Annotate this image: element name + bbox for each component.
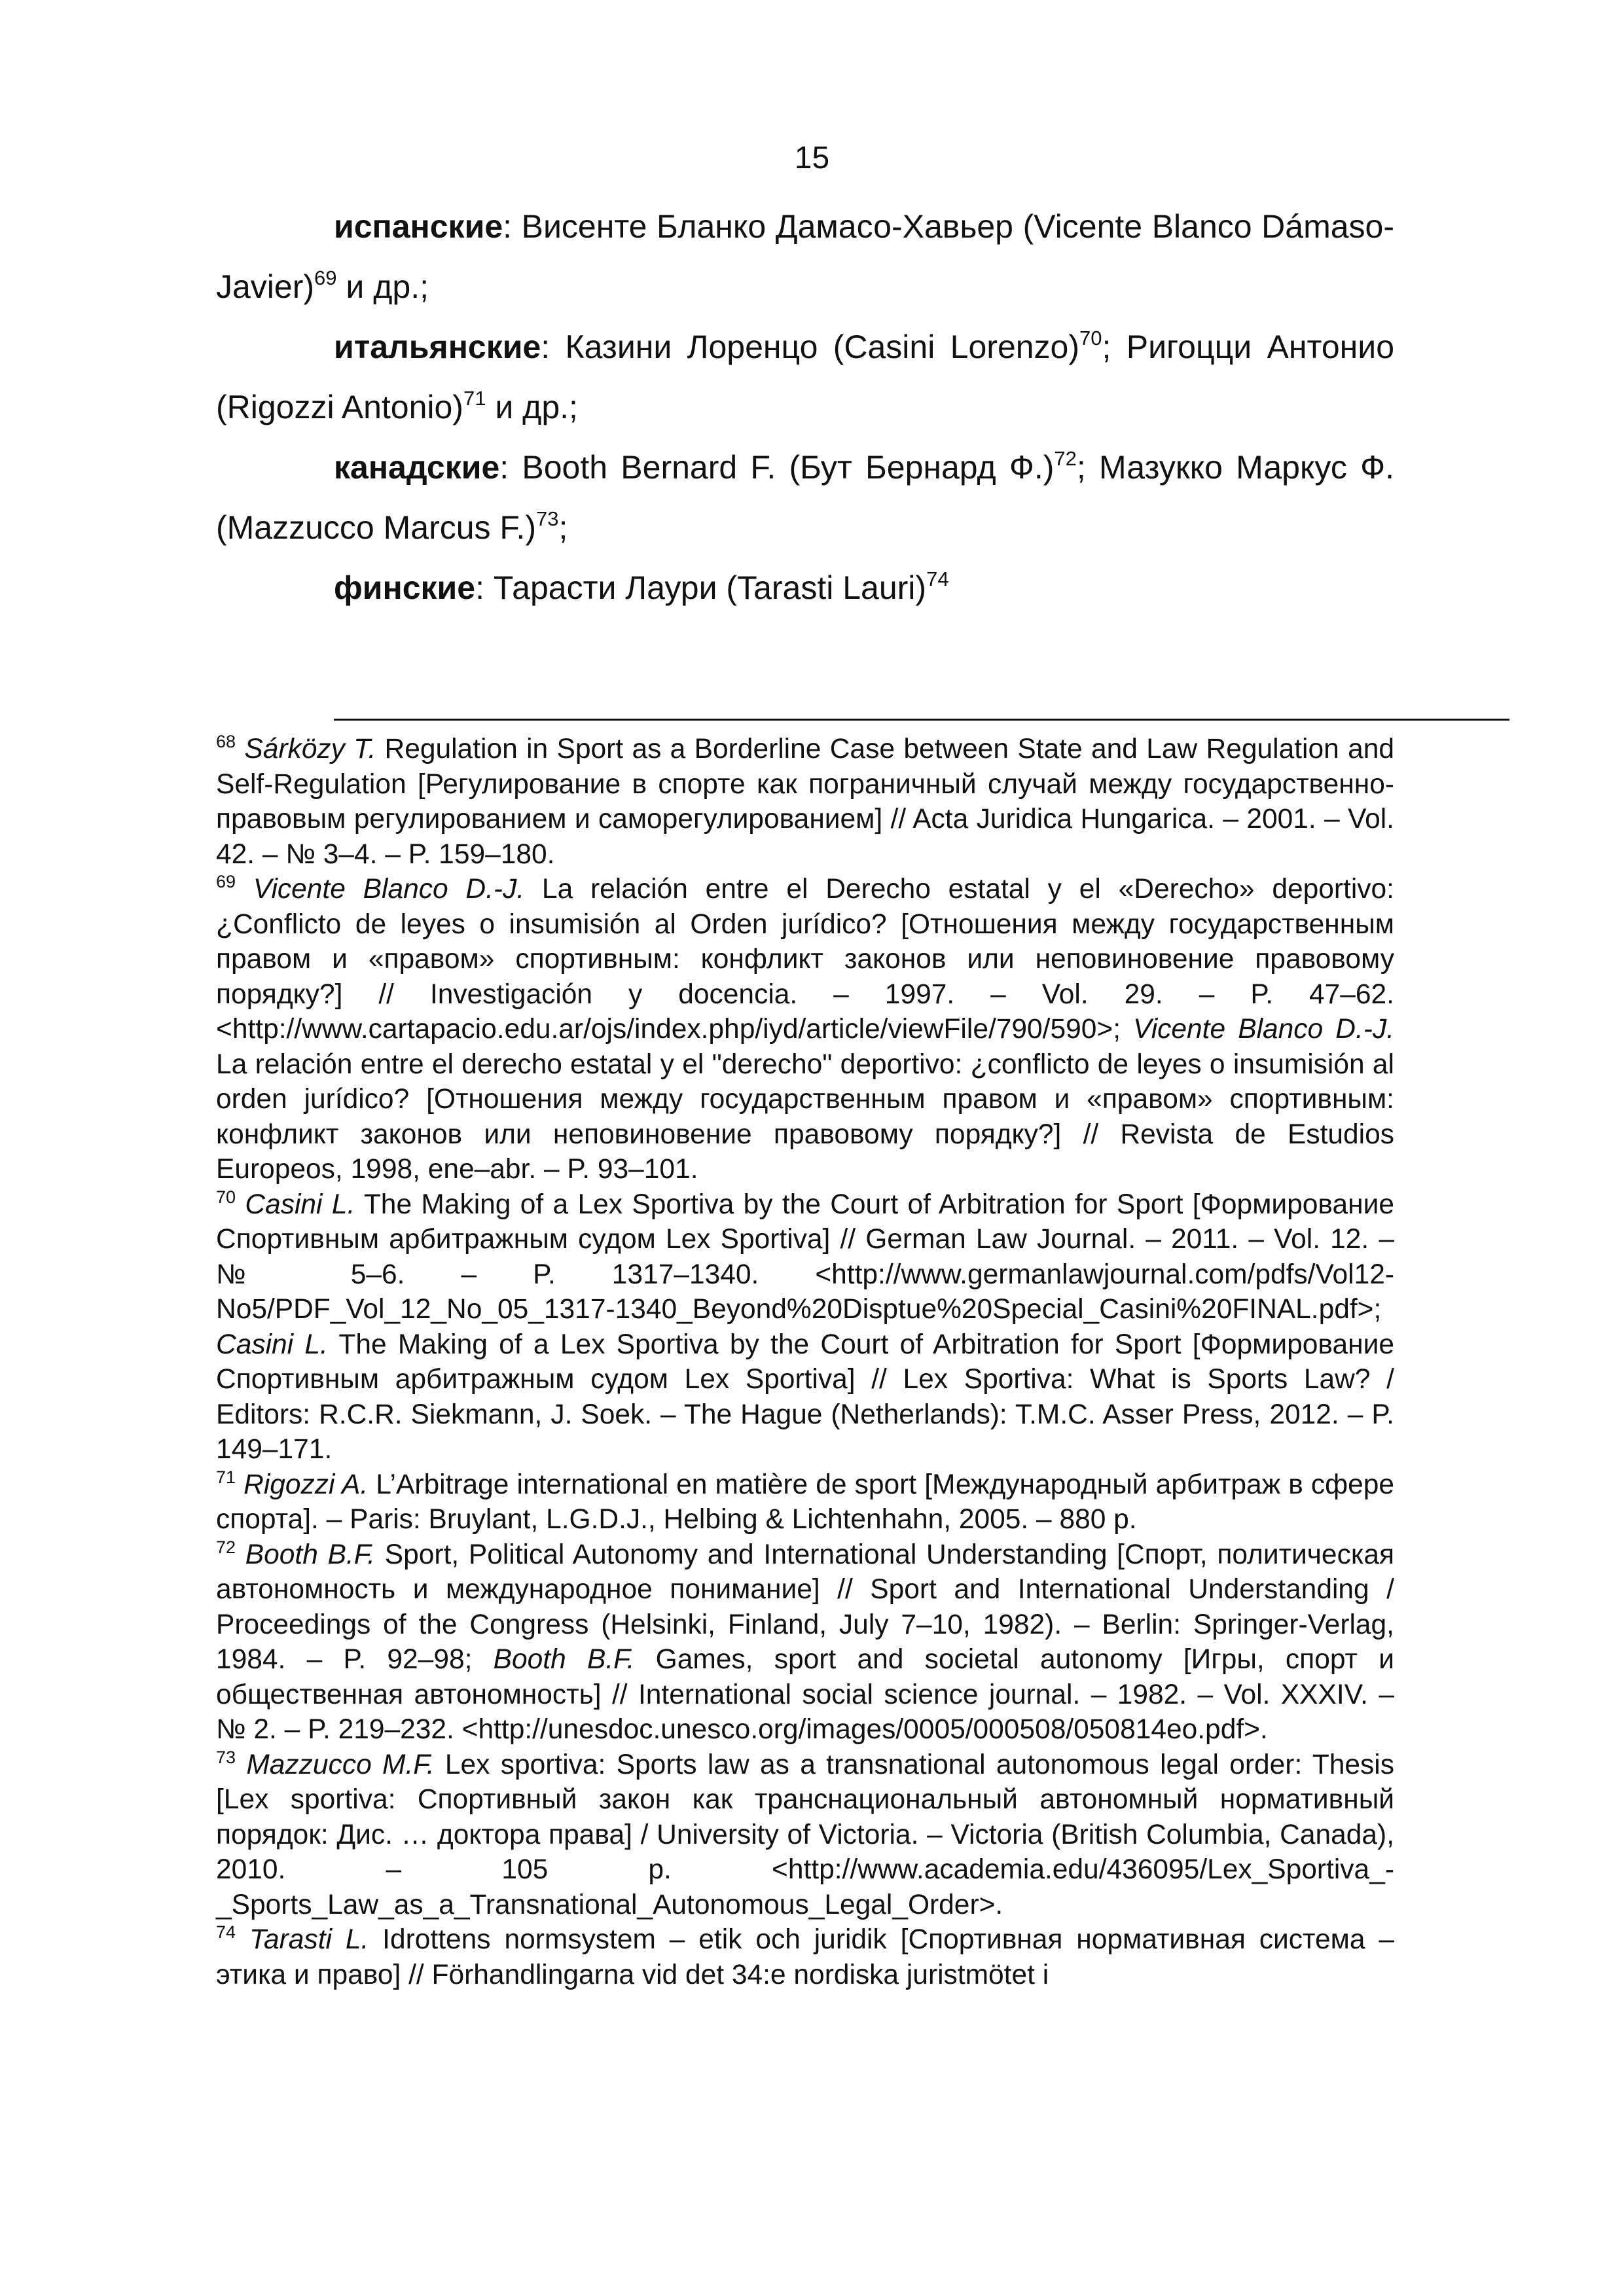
paragraph-spanish: [216, 196, 1394, 317]
footnote-ref[interactable]: 70: [1079, 327, 1102, 350]
paragraph-text: : Тарасти Лаури (Tarasti Lauri): [475, 569, 927, 606]
category-label: испанские: [334, 208, 503, 245]
footnote-ref[interactable]: 72: [1054, 447, 1077, 470]
paragraph-finnish: [216, 558, 1394, 618]
footnote-author: Rigozzi A.: [244, 1469, 369, 1500]
footnote-text: Games, sport and societal autonomy [Игры, спорт и общественная автономность] // International social science journal. – 1982. – Vol. XXXIV. – № 2. – P. 219–232. <http://unesdoc.unesco.org/images/0005/000508/050814eo.pdf>.: [216, 1644, 1394, 1745]
footnote-text: L’Arbitrage international en matière de sport [Международный арбитраж в сфере спорта]. – Paris: Bruylant, L.G.D.J., Helbing & Lichtenhahn, 2005. – 880 p.: [216, 1469, 1394, 1535]
paragraph-text: ; Ригоцци Антонио (Rigozzi Antonio): [216, 329, 1394, 425]
footnote-number: 71: [216, 1467, 236, 1487]
footnote-ref[interactable]: 71: [463, 387, 486, 410]
paragraph-text: : Казини Лоренцо (Casini Lorenzo): [541, 329, 1080, 365]
paragraph-text: : Booth Bernard F. (Бут Бернард Ф.): [499, 449, 1055, 486]
footnote-author: Vicente Blanco D.-J.: [1133, 1014, 1395, 1045]
footnote-text: The Making of a Lex Sportiva by the Court of Arbitration for Sport [Формирование Спортивным арбитражным судом Lex Sportiva] // German Law Journal. – 2011. – Vol. 12. – № 5–6. – P. 1317–1340. <http://www.germanlawjournal.com/pdfs/Vol12-No5/PDF_Vol_12_No_05_1317-1340_Beyond%20Disptue%20Special_Casini%20FINAL.pdf>;: [216, 1189, 1395, 1325]
footnote-number: 68: [216, 732, 236, 751]
footnote-author: Sárközy T.: [244, 734, 376, 764]
footnote-number: 70: [216, 1187, 236, 1207]
category-label: финские: [334, 569, 476, 606]
paragraph-italian: [216, 317, 1394, 437]
footnote-ref[interactable]: 73: [535, 507, 559, 530]
footnote-number: 74: [216, 1922, 236, 1942]
footnote-author: Casini L.: [216, 1329, 328, 1360]
footnote-author: Tarasti L.: [249, 1924, 369, 1955]
main-text: [216, 196, 1394, 618]
footnote-number: 73: [216, 1747, 236, 1767]
footnote-author: Booth B.F.: [493, 1644, 635, 1675]
footnote-text: La relación entre el Derecho estatal y el «Derecho» deportivo: ¿Conflicto de leyes o insumisión al Orden jurídico? [Отношения между государственным правом и «правом» спортивным: конфликт законов или неповиновение правовому порядку?] // Investigación y docencia. – 1997. – Vol. 29. – P. 47–62. <http://www.cartapacio.edu.ar/ojs/index.php/iyd/article/viewFile/790/590>;: [216, 874, 1394, 1045]
footnote-text: Sport, Political Autonomy and International Understanding [Спорт, политическая автономность и международное понимание] // Sport and International Understanding / Proceedings of the Congress (Helsinki, Finland, July 7–10, 1982). – Berlin: Springer-Verlag, 1984. – P. 92–98;: [216, 1539, 1394, 1675]
footnote-73: [216, 1748, 1394, 1923]
footnotes: [216, 732, 1394, 1992]
footnote-text: La relación entre el derecho estatal y el "derecho" deportivo: ¿conflicto de leyes o insumisión al orden jurídico? [Отношения между государственным правом и «правом» спортивным: конфликт законов или неповиновение правовому порядку?] // Revista de Estudios Europeos, 1998, ene–abr. – P. 93–101.: [216, 1049, 1394, 1185]
footnote-author: Casini L.: [245, 1189, 355, 1220]
paragraph-text: : Висенте Бланко Дамасо-Хавьер (Vicente Blanco Dámaso-Javier): [216, 208, 1394, 305]
footnote-71: [216, 1467, 1394, 1537]
footnote-author: Vicente Blanco D.-J.: [253, 874, 525, 905]
footnote-68: [216, 732, 1394, 872]
footnote-text: Lex sportiva: Sports law as a transnational autonomous legal order: Thesis [Lex sportiva: Спортивный закон как транснациональный автономный нормативный порядок: Дис. … доктора права] / University of Victoria. – Victoria (British Columbia, Canada), 2010. – 105 p. <http://www.academia.edu/436095/Lex_Sportiva_-_Sports_Law_as_a_Transnational_Autonomous_Legal_Order>.: [216, 1749, 1395, 1920]
footnote-ref[interactable]: 69: [314, 266, 337, 289]
paragraph-text: и др.;: [486, 389, 578, 425]
footnote-74: [216, 1922, 1394, 1992]
paragraph-text: ; Мазукко Маркус Ф. (Mazzucco Marcus F.): [216, 449, 1394, 546]
footnote-69: [216, 872, 1394, 1187]
paragraph-canadian: [216, 437, 1394, 558]
footnote-text: The Making of a Lex Sportiva by the Court of Arbitration for Sport [Формирование Спортивным арбитражным судом Lex Sportiva] // Lex Sportiva: What is Sports Law? / Editors: R.C.R. Siekmann, J. Soek. – The Hague (Netherlands): T.M.C. Asser Press, 2012. – P. 149–171.: [216, 1329, 1394, 1465]
footnote-ref[interactable]: 74: [926, 567, 949, 590]
footnote-70: [216, 1187, 1394, 1467]
footnote-separator: [334, 719, 1509, 721]
paragraph-text: и др.;: [336, 268, 429, 305]
footnote-number: 69: [216, 872, 236, 891]
footnote-72: [216, 1537, 1394, 1748]
footnote-number: 72: [216, 1537, 236, 1557]
footnote-text: Regulation in Sport as a Borderline Case between State and Law Regulation and Self-Regulation [Регулирование в спорте как пограничный случай между государственно-правовым регулированием и саморегулированием] // Acta Juridica Hungarica. – 2001. – Vol. 42. – № 3–4. – P. 159–180.: [216, 734, 1394, 870]
category-label: канадские: [334, 449, 500, 486]
category-label: итальянские: [334, 329, 541, 365]
paragraph-text: ;: [558, 509, 568, 546]
footnote-author: Mazzucco M.F.: [246, 1749, 435, 1780]
footnote-author: Booth B.F.: [245, 1539, 376, 1570]
footnote-text: Idrottens normsystem – etik och juridik [Спортивная нормативная система – этика и право] // Förhandlingarna vid det 34:e nordiska juristmötet i: [216, 1924, 1394, 1990]
page-number: 15: [794, 141, 830, 175]
